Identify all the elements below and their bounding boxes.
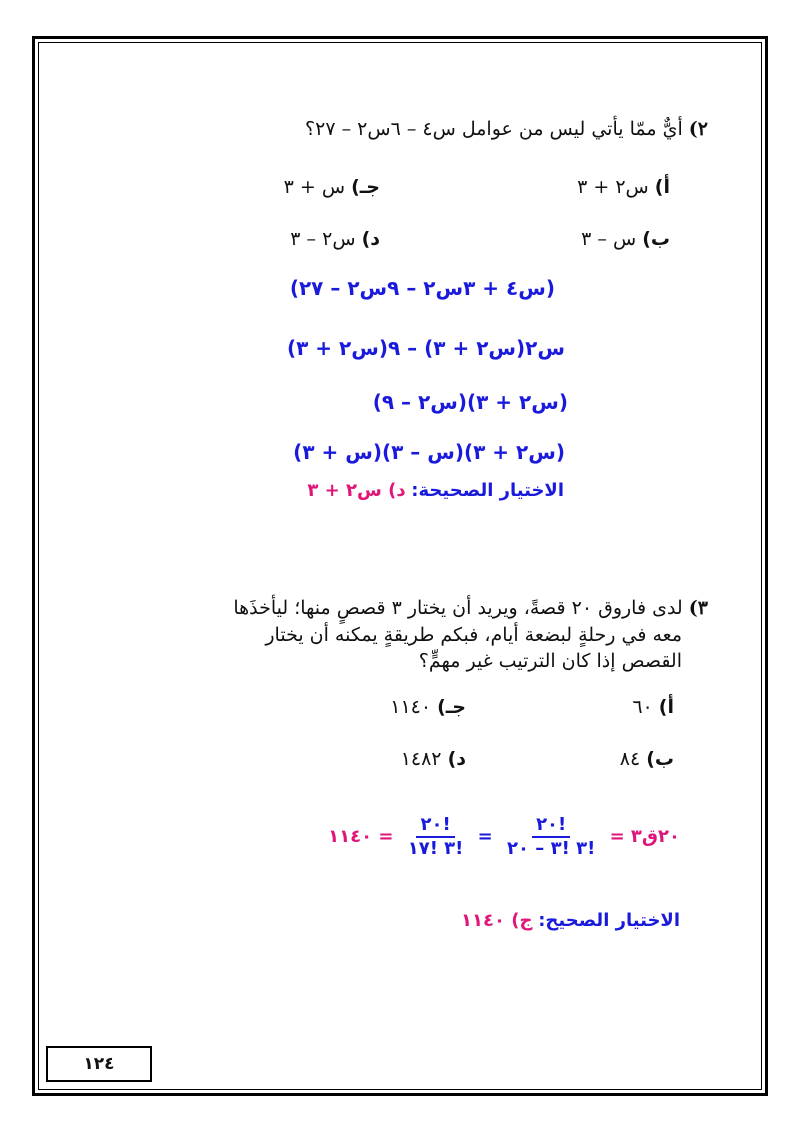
option-letter: جـ): [351, 176, 380, 198]
q2-text: أيٌّ ممّا يأتي ليس من عوامل س٤ – ٦س٢ – ٢٧؟: [305, 118, 683, 140]
page-number: ١٢٤: [46, 1046, 152, 1082]
q2-option-a: [577, 176, 670, 198]
q3-option-d: [401, 748, 466, 770]
option-text: ١٤٨٢: [400, 748, 442, 770]
q3-text-line-1: لدى فاروق ٢٠ قصةً، ويريد أن يختار ٣ قصصٍ منها؛ ليأخذَها: [233, 597, 683, 619]
option-text: س٢ + ٣: [577, 176, 649, 198]
formula-lhs: ٢٠ق٣ =: [609, 826, 680, 847]
option-letter: جـ): [437, 696, 466, 718]
formula-result: = ١١٤٠: [328, 826, 394, 847]
option-letter: د): [361, 228, 380, 250]
fraction-1: [503, 814, 599, 860]
q3-option-c: [390, 696, 466, 718]
equals-sign: =: [477, 826, 493, 847]
option-text: س – ٣: [581, 228, 637, 250]
q2-solution-step-3: (س٢ + ٣)(س٢ – ٩): [372, 390, 568, 414]
option-text: س٢ – ٣: [290, 228, 356, 250]
q2-option-b: [581, 228, 670, 250]
option-letter: ب): [646, 748, 674, 770]
fraction-2: [404, 814, 468, 860]
q2-prompt: [305, 118, 708, 140]
option-text: ١١٤٠: [390, 696, 432, 718]
option-letter: أ): [654, 176, 670, 198]
q2-answer: [307, 480, 564, 501]
q3-line-1: [233, 597, 708, 619]
option-text: س + ٣: [283, 176, 346, 198]
answer-label: الاختيار الصحيح:: [538, 910, 680, 931]
option-text: ٨٤: [619, 748, 641, 770]
fraction-2-numerator: !٢٠: [416, 814, 454, 838]
answer-value: ج) ١١٤٠: [461, 910, 533, 931]
answer-value: د) س٢ + ٣: [307, 480, 406, 501]
q3-option-b: [620, 748, 674, 770]
answer-label: الاختيار الصحيحة:: [411, 480, 564, 501]
fraction-1-numerator: !٢٠: [532, 814, 570, 838]
fraction-1-denominator: !٣ !٣ – ٢٠: [507, 838, 596, 859]
fraction-2-denominator: !٣ !١٧: [407, 838, 464, 859]
page-border-inner: [38, 42, 762, 1090]
option-letter: د): [447, 748, 466, 770]
q2-solution-step-4: (س٢ + ٣)(س – ٣)(س + ٣): [293, 440, 565, 464]
q3-option-a: [632, 696, 674, 718]
option-text: ٦٠: [632, 696, 653, 718]
q3-answer: [461, 910, 680, 931]
q2-solution-step-1: (س٤ + ٣س٢ – ٩س٢ – ٢٧): [289, 276, 555, 300]
option-letter: أ): [658, 696, 674, 718]
option-letter: ب): [642, 228, 670, 250]
q2-option-c: [284, 176, 380, 198]
q3-line-3: القصص إذا كان الترتيب غير مهمٍّ؟: [418, 650, 682, 672]
q3-number: ٣): [688, 597, 708, 619]
q3-line-2: معه في رحلةٍ لبضعة أيام، فبكم طريقةٍ يمكنه أن يختار: [265, 624, 682, 646]
q3-formula: [328, 814, 680, 860]
q2-number: ٢): [688, 118, 708, 140]
q2-solution-step-2: س٢(س٢ + ٣) – ٩(س٢ + ٣): [286, 336, 565, 360]
q2-option-d: [290, 228, 380, 250]
